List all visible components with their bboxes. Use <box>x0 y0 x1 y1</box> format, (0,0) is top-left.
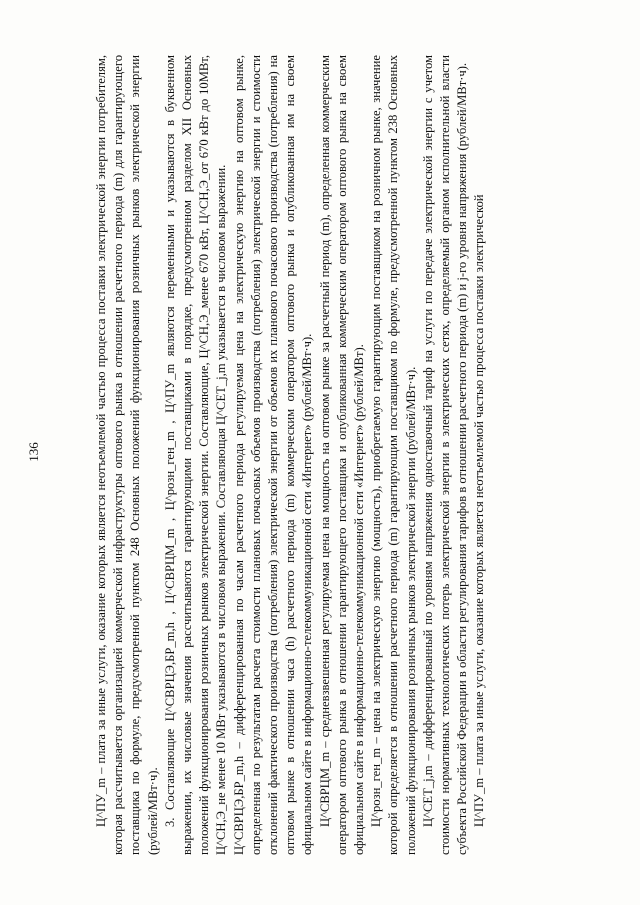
paragraph: Ц^СВРЦМ_m – средневзвешенная регулируемая цена на мощность на оптовом рынке за расчетный период (m), определенная коммерческим оператором оптового рынка в отношении гарантирующего поставщика и опубликованная коммерческим оператором оптового рынка на своем официальном сайте в информационно-телекоммуникационной сети «Интернет» (рублей/МВт). <box>317 55 367 855</box>
paragraph: Ц^розн_ген_m – цена на электрическую энергию (мощность), приобретаемую гарантирующим поставщиком на розничном рынке, значение которой определяется в отношении расчетного периода (m) гарантирующим поставщиком по формуле, предусмотренной пунктом 238 Основных положений функционирования розничных рынков электрической энергии (рублей/МВт·ч). <box>369 55 418 855</box>
paragraph: 3. Составляющие Ц^СВРЦЭ,БР_m,h , Ц^СВРЦМ_m , Ц^розн_ген_m , Ц^ПУ_m являются переменными и указываются в буквенном выражении, их числовые значения рассчитываются гарантирующими поставщиками в порядке, предусмотренном разделом XII Основных положений функционирования розничных рынков электрической энергии. Составляющие, Ц^СН,Э_менее 670 кВт, Ц^СН,Э_от 670 кВт до 10МВт, Ц^СН,Э_не менее 10 МВт указываются в числовом выражении. Составляющая Ц^СЕТ_j,m указывается в числовом выражении. <box>162 55 229 855</box>
document-body <box>93 55 489 855</box>
paragraph: Ц^ПУ_m – плата за иные услуги, оказание которых является неотъемлемой частью процесса поставки электрической энергии потребителям, которая рассчитывается организацией коммерческой инфраструктуры оптового рынка в отношении расчетного периода (m) для гарантирующего поставщика по формуле, предусмотренной пунктом 248 Основных положений функционирования розничных рынков электрической энергии (рублей/МВт·ч). <box>94 55 160 855</box>
paragraph: Ц^ПУ_m – плата за иные услуги, оказание которых является неотъемлемой частью процесса поставки электрической <box>472 194 487 827</box>
paragraph: Ц^СВРЦЭ,БР_m,h – дифференцированная по часам расчетного периода регулируемая цена на электрическую энергию на оптовом рынке, определенная по результатам расчета стоимости плановых почасовых объемов производства (потребления) электрической энергии и стоимости отклонений фактического производства (потребления) электрической энергии от объемов их планового почасового производства (потребления) на оптовом рынке в отношении часа (h) расчетного периода (m) коммерческим оператором оптового рынка и опубликованная им на своем официальном сайте в информационно-телекоммуникационной сети «Интернет» (рублей/МВт·ч). <box>231 55 315 855</box>
paragraph: Ц^СЕТ_j,m – дифференцированный по уровням напряжения одноставочный тариф на услуги по передаче электрической энергии с учетом стоимости нормативных технологических потерь электрической энергии в электрических сетях, определяемый органом исполнительной власти субъекта Российской Федерации в области регулирования тарифов в отношении расчетного периода (m) и j-го уровня напряжения (рублей/МВт·ч). <box>420 55 470 855</box>
page-number: 136 <box>26 442 41 462</box>
